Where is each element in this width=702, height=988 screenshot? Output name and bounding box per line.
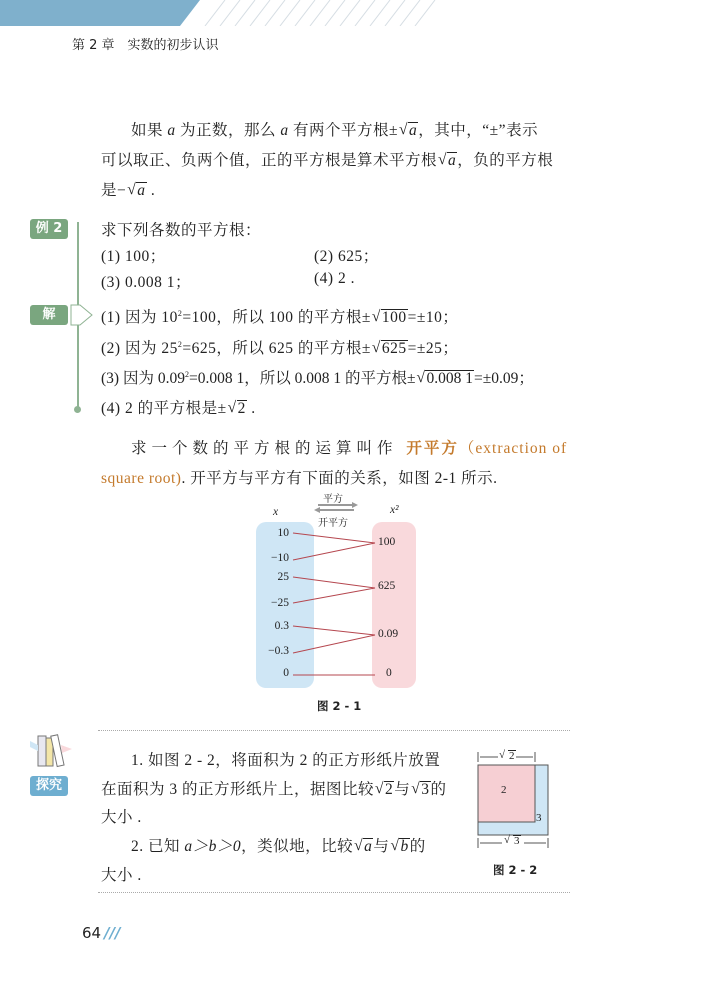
page-slashes: /// [104,924,121,942]
x-value: −10 [271,552,289,564]
example-item: (3) 0.008 1； [101,274,191,291]
solution-line-4: (4) 2 的平方根是±√ 2 . [101,396,256,418]
definition-line-1: 求一个数的平方根的运算叫作 开平方（extraction of [131,439,568,457]
x2-value: 625 [378,580,396,592]
example-item: (2) 625； [314,248,379,265]
intro-line-2 [101,148,553,170]
var-a: a [280,122,289,139]
divider-top [98,730,570,731]
solution-line-3: (3) 因为 $0.09^2=0.008$ 1，所以 0.008 1 的平方根±√ 0.008 1=±0.09； [101,366,534,388]
x-value: 25 [277,571,289,583]
x-value: 0 [283,667,289,679]
chapter-title: 第 2 章 实数的初步认识 [72,38,219,53]
explore-line-2: 在面积为 3 的正方形纸片上，据图比较√ 2与√ 3的 [101,777,447,799]
solution-line-1: (1) 因为 $10^2=100$，所以 100 的平方根±√ 100=±10； [101,305,458,327]
var-a: a [167,122,176,139]
divider-bottom [98,892,570,893]
x-value: 0.3 [274,620,289,632]
sqrt-a: √ a [438,152,457,170]
solution-line-2: (2) 因为 $25^2=625$，所以 625 的平方根±√ 625=±25； [101,336,458,358]
explore-line-1: 1. 如图 2 - 2，将面积为 2 的正方形纸片放置 [131,752,441,769]
explore-line-4: 2. 已知 a＞b＞0，类似地，比较√ a与√ b的 [131,834,426,856]
books-icon [28,733,74,769]
x2-value: 0 [386,667,392,679]
x-label: x [273,506,279,518]
page-number: 64 /// [82,924,121,942]
mapping-lines [240,490,440,690]
x2-label: x² [390,504,399,516]
sqrt-a: √ a [399,122,418,140]
x2-value: 0.09 [378,628,399,640]
explore-tag: 探究 [30,776,68,796]
text: ，负的平方根 [457,152,554,169]
solution-arrow-icon [70,304,94,326]
text: 可以取正、负两个值，正的平方根是算术平方根 [101,152,438,169]
solution-tag: 解 [30,305,68,325]
x-value: 10 [277,527,289,539]
explore-line-5: 大小 . [101,867,142,884]
example-item: (4) 2 . [314,270,355,287]
x2-value: 100 [378,536,396,548]
example-item: (1) 100； [101,248,166,265]
example-prompt: 求下列各数的平方根： [101,222,262,239]
area-2-label: 2 [501,784,507,796]
arrow-label-sqrt: 开平方 [318,518,348,529]
text: 为正数，那么 [175,122,281,139]
text: 是− [101,182,127,199]
x-value: −25 [271,597,289,609]
text: ，其中，“±”表示 [418,122,539,139]
text: 如果 [131,122,168,139]
figure-caption: 图 2 - 2 [493,863,538,877]
area-3-label: 3 [536,812,542,824]
figure-caption: 图 2 - 1 [317,699,362,713]
side-sqrt2: √ 2 [499,750,516,763]
example-tag: 例 2 [30,219,68,239]
text: . [146,182,156,199]
definition-line-2: square root). 开平方与平方有下面的关系，如图 2-1 所示. [101,470,498,487]
side-sqrt3: √ 3 [504,835,521,848]
header-banner [0,0,702,26]
intro-line-3 [101,178,155,200]
x-value: −0.3 [268,645,289,657]
text: 有两个平方根± [288,122,399,139]
term-kaipingfang: 开平方 [406,439,459,457]
explore-line-3: 大小 . [101,809,142,826]
example-rule-end [74,406,81,413]
arrow-label-square: 平方 [323,494,343,505]
sqrt-a: √ a [127,182,146,200]
intro-line-1 [131,118,538,140]
